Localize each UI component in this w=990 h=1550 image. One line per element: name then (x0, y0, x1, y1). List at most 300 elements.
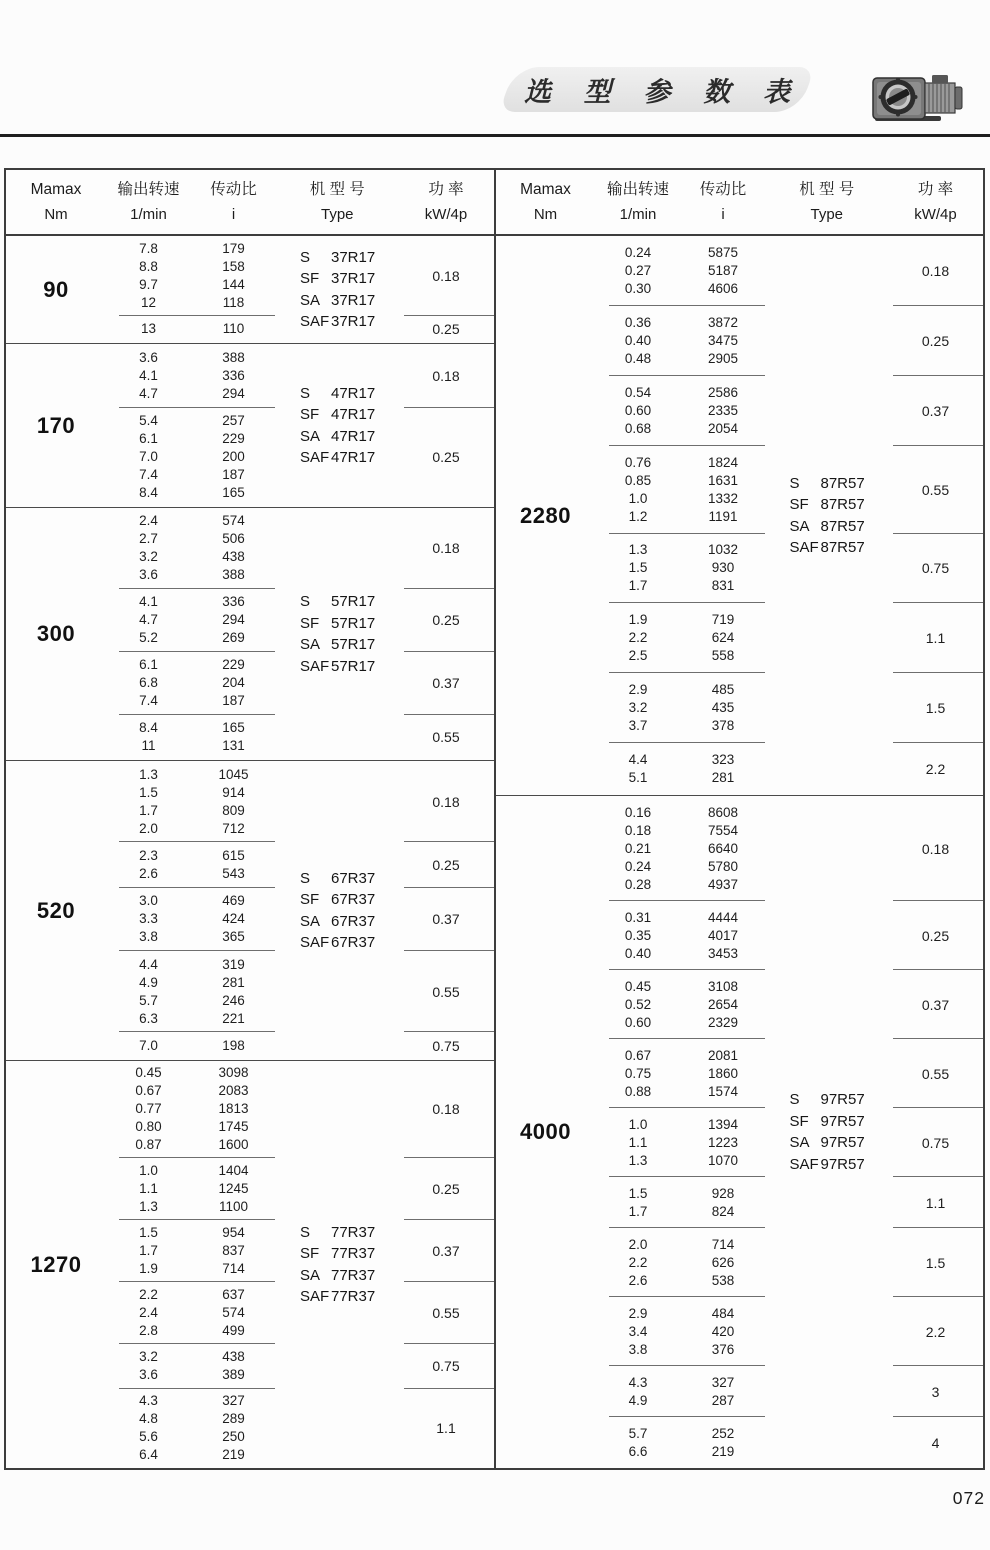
speed-value: 13 (140, 321, 157, 337)
power-cell (888, 236, 983, 306)
table-row (596, 1185, 766, 1203)
speed-value: 7.0 (139, 449, 158, 465)
speed-value: 1.5 (628, 560, 648, 576)
power-value: 0.25 (432, 449, 460, 466)
type-model (790, 537, 865, 559)
ratio-value: 294 (222, 612, 245, 628)
type-model (790, 494, 865, 516)
type-model (300, 889, 375, 911)
power-value: 0.18 (432, 267, 460, 284)
left-table-header (6, 170, 494, 236)
type-model (300, 383, 375, 405)
ratio-value: 424 (222, 911, 245, 927)
type-model (300, 868, 375, 890)
table-row (596, 978, 766, 996)
table-row (106, 784, 276, 802)
type-model-list (300, 247, 375, 333)
type-model (300, 591, 375, 613)
speed-value: 1.3 (139, 1198, 158, 1214)
power-cell (399, 715, 494, 760)
type-prefix: SF (300, 270, 320, 287)
type-prefix: SF (300, 406, 320, 423)
ratio-value: 131 (222, 738, 245, 754)
table-row (106, 1428, 276, 1446)
power-value: 0.37 (921, 996, 950, 1013)
power-value: 0.18 (432, 367, 460, 384)
table-row (106, 1010, 276, 1028)
table-row (596, 541, 766, 559)
ratio-value: 4444 (707, 909, 739, 925)
speed-ratio-block (106, 951, 276, 1032)
type-model (790, 516, 865, 538)
torque-group (6, 344, 494, 508)
speed-ratio-block (596, 1108, 766, 1177)
table-row (596, 244, 766, 262)
ratio-value: 2054 (707, 420, 739, 436)
ratio-value: 3475 (707, 332, 739, 348)
ratio-value: 376 (711, 1341, 735, 1357)
column-header-type: 机 型 号 Type (309, 181, 365, 223)
ratio-value: 323 (711, 752, 735, 768)
speed-ratio-block (106, 1158, 276, 1220)
type-model (790, 473, 865, 495)
type-code: 47R17 (331, 384, 376, 402)
ratio-value: 246 (222, 992, 245, 1008)
table-row (596, 751, 766, 769)
ratio-value: 1745 (218, 1119, 249, 1135)
power-value: 3 (931, 1383, 940, 1400)
ratio-value: 327 (222, 1393, 245, 1409)
type-model-list (300, 591, 375, 677)
speed-value: 12 (140, 294, 157, 310)
ratio-value: 4606 (707, 280, 739, 296)
ratio-value: 2335 (707, 402, 739, 418)
power-value: 0.37 (432, 1242, 460, 1259)
speed-value: 2.0 (628, 1236, 648, 1252)
table-row (106, 692, 276, 710)
speed-ratio-block (106, 715, 276, 760)
type-model (300, 426, 375, 448)
speed-value: 2.2 (628, 1254, 648, 1270)
type-column-gap (276, 715, 399, 760)
table-row (106, 956, 276, 974)
speed-value: 0.18 (624, 822, 652, 838)
speed-ratio-block (596, 1297, 766, 1366)
column-header-speed: 输出转速 1/min (117, 181, 180, 223)
right-table-header (496, 170, 984, 236)
type-prefix: SA (789, 1134, 810, 1151)
table-row (106, 1136, 276, 1154)
table-row (106, 1446, 276, 1464)
table-row (106, 1410, 276, 1428)
power-value: 4 (931, 1434, 940, 1451)
ratio-value: 1032 (707, 542, 739, 558)
ratio-value: 2905 (707, 350, 739, 366)
ratio-subgroup (596, 1417, 984, 1468)
speed-value: 0.40 (624, 945, 652, 961)
column-header-torque: Mamax Nm (30, 181, 82, 223)
speed-value: 0.40 (624, 332, 652, 348)
ratio-value: 219 (711, 1443, 735, 1459)
speed-ratio-block (596, 970, 766, 1039)
speed-ratio-block (106, 1282, 276, 1344)
speed-value: 0.54 (624, 384, 652, 400)
power-cell (888, 743, 983, 795)
type-code: 67R37 (331, 891, 376, 908)
type-model-list (300, 1222, 375, 1308)
ratio-value: 485 (711, 682, 735, 698)
ratio-value: 3108 (707, 978, 739, 994)
power-value: 0.55 (921, 1065, 950, 1082)
type-prefix: SF (300, 1245, 320, 1262)
table-row (106, 928, 276, 946)
ratio-value: 1600 (218, 1137, 249, 1153)
ratio-value: 1070 (707, 1152, 739, 1168)
ratio-value: 809 (222, 802, 245, 818)
table-row (106, 258, 276, 276)
type-prefix: S (300, 869, 311, 887)
power-cell (399, 508, 494, 589)
speed-value: 0.28 (624, 876, 652, 892)
speed-value: 1.5 (139, 1224, 158, 1240)
ratio-value: 179 (222, 240, 245, 256)
speed-ratio-block (596, 603, 766, 673)
speed-value: 2.7 (139, 531, 158, 547)
speed-ratio-block (596, 534, 766, 604)
speed-value: 1.7 (628, 578, 648, 594)
type-code: 87R57 (820, 496, 865, 513)
type-column-gap (766, 1228, 889, 1297)
speed-value: 2.3 (139, 847, 158, 863)
type-model (300, 1286, 375, 1308)
table-row (596, 314, 766, 332)
speed-value: 0.30 (624, 280, 652, 296)
speed-value: 0.31 (624, 909, 652, 925)
ratio-value: 506 (222, 531, 245, 547)
power-value: 2.2 (925, 761, 946, 778)
type-prefix: S (789, 1091, 800, 1108)
ratio-value: 1404 (218, 1162, 249, 1178)
power-value: 1.1 (925, 630, 946, 647)
speed-value: 0.21 (624, 840, 652, 856)
speed-value: 0.80 (135, 1119, 162, 1135)
speed-value: 3.6 (139, 349, 158, 365)
ratio-value: 438 (222, 549, 245, 565)
table-row (596, 699, 766, 717)
power-cell (399, 236, 494, 316)
speed-value: 1.0 (628, 1116, 648, 1132)
ratio-subgroup (596, 673, 984, 743)
power-cell (888, 970, 983, 1039)
ratio-value: 110 (222, 321, 245, 337)
ratio-value: 221 (222, 1010, 245, 1026)
table-row (106, 974, 276, 992)
ratio-value: 954 (222, 1224, 245, 1240)
ratio-value: 269 (222, 630, 245, 646)
table-row (596, 350, 766, 368)
speed-value: 3.4 (628, 1323, 648, 1339)
type-prefix: SA (300, 912, 321, 930)
ratio-value: 2586 (707, 384, 739, 400)
type-prefix: SAF (789, 539, 819, 556)
speed-ratio-block (106, 408, 276, 507)
table-row (106, 892, 276, 910)
table-row (596, 1014, 766, 1032)
speed-value: 5.7 (628, 1425, 648, 1441)
speed-ratio-block (596, 1039, 766, 1108)
speed-value: 1.5 (139, 784, 158, 800)
table-row (596, 1443, 766, 1461)
speed-ratio-block (106, 888, 276, 951)
ratio-value: 287 (711, 1392, 735, 1408)
ratio-value: 281 (222, 974, 245, 990)
speed-value: 7.4 (139, 693, 158, 709)
ratio-value: 365 (222, 929, 245, 945)
speed-value: 6.1 (139, 657, 158, 673)
power-cell (399, 1282, 494, 1344)
type-model (300, 447, 375, 469)
power-value: 0.37 (432, 675, 460, 692)
power-value: 0.55 (432, 1304, 460, 1321)
table-row (106, 1037, 276, 1055)
power-cell (399, 408, 494, 507)
table-row (596, 1323, 766, 1341)
speed-ratio-block (106, 589, 276, 652)
table-row (106, 385, 276, 403)
table-row (596, 1152, 766, 1170)
column-header-power: 功 率 kW/4p (424, 181, 468, 223)
type-column-gap (766, 901, 889, 970)
ratio-value: 4937 (707, 876, 739, 892)
column-header-ratio: 传动比 i (210, 181, 257, 223)
power-cell (888, 306, 983, 376)
table-row (106, 1322, 276, 1340)
speed-value: 1.1 (139, 1180, 158, 1196)
table-row (596, 1254, 766, 1272)
speed-value: 4.4 (628, 752, 648, 768)
ratio-value: 187 (222, 693, 245, 709)
speed-value: 5.4 (139, 413, 158, 429)
ratio-value: 615 (222, 847, 245, 863)
speed-ratio-block (596, 1228, 766, 1297)
speed-ratio-block (596, 796, 766, 901)
speed-value: 1.3 (628, 542, 648, 558)
type-column-gap (276, 508, 399, 589)
table-row (106, 847, 276, 865)
speed-value: 2.6 (139, 865, 158, 881)
ratio-value: 319 (222, 956, 245, 972)
speed-value: 1.9 (139, 1260, 158, 1276)
speed-value: 6.8 (139, 675, 158, 691)
speed-value: 0.48 (624, 350, 652, 366)
table-row (596, 472, 766, 490)
type-model (300, 1265, 375, 1287)
table-row (596, 1083, 766, 1101)
power-value: 0.75 (432, 1358, 460, 1375)
power-value: 1.1 (436, 1420, 456, 1437)
table-row (106, 674, 276, 692)
speed-value: 1.7 (139, 802, 158, 818)
type-model (790, 1132, 865, 1154)
type-code: 67R37 (331, 912, 376, 930)
table-row (596, 454, 766, 472)
speed-value: 7.0 (139, 1038, 158, 1054)
ratio-value: 7554 (707, 822, 739, 838)
table-row (106, 320, 276, 338)
power-cell (888, 673, 983, 743)
table-row (106, 1260, 276, 1278)
speed-value: 0.35 (624, 927, 652, 943)
ratio-value: 158 (222, 258, 245, 274)
ratio-value: 389 (222, 1367, 245, 1383)
type-code: 67R37 (331, 934, 376, 951)
ratio-value: 624 (711, 630, 735, 646)
ratio-value: 2083 (218, 1083, 249, 1099)
ratio-value: 1631 (707, 472, 739, 488)
speed-value: 2.4 (139, 1304, 158, 1320)
ratio-value: 388 (222, 349, 245, 365)
table-row (596, 804, 766, 822)
speed-value: 11 (141, 738, 156, 754)
table-row (596, 1425, 766, 1443)
ratio-subgroup (596, 1228, 984, 1297)
ratio-value: 1332 (707, 490, 739, 506)
type-model (300, 1222, 375, 1244)
speed-value: 4.1 (139, 594, 158, 610)
type-column-gap (766, 236, 889, 306)
power-value: 0.75 (921, 560, 950, 577)
ratio-subgroup (106, 508, 494, 589)
type-model (300, 1243, 375, 1265)
speed-value: 2.2 (628, 630, 648, 646)
type-model (300, 311, 375, 333)
power-cell (888, 796, 983, 901)
power-value: 0.18 (921, 262, 950, 279)
speed-ratio-block (106, 1344, 276, 1389)
ratio-value: 626 (711, 1254, 735, 1270)
table-row (596, 1341, 766, 1359)
speed-ratio-block (106, 344, 276, 408)
ratio-value: 1223 (707, 1134, 739, 1150)
table-row (596, 490, 766, 508)
speed-value: 3.2 (139, 1349, 158, 1365)
speed-value: 2.5 (628, 648, 648, 664)
type-prefix: SA (300, 427, 321, 445)
table-row (596, 717, 766, 735)
power-value: 0.75 (432, 1038, 460, 1055)
left-table-body (6, 236, 494, 1468)
speed-value: 8.4 (139, 485, 158, 501)
speed-value: 2.9 (628, 1305, 648, 1321)
table-row (106, 992, 276, 1010)
type-prefix: SAF (300, 657, 330, 675)
type-code: 57R17 (331, 657, 376, 675)
type-column-gap (766, 970, 889, 1039)
type-model-list (790, 473, 865, 559)
type-code: 57R17 (331, 636, 376, 653)
speed-value: 6.6 (628, 1443, 648, 1459)
speed-value: 0.76 (624, 454, 652, 470)
page-number: 072 (952, 1488, 985, 1508)
table-row (596, 262, 766, 280)
table-row (596, 280, 766, 298)
table-row (596, 559, 766, 577)
ratio-value: 2329 (707, 1014, 739, 1030)
table-row (596, 1116, 766, 1134)
table-row (596, 420, 766, 438)
right-table (494, 170, 984, 1468)
table-row (106, 629, 276, 647)
power-cell (399, 842, 494, 888)
ratio-subgroup (596, 376, 984, 446)
ratio-value: 229 (222, 431, 245, 447)
speed-ratio-block (106, 1389, 276, 1468)
type-column-gap (766, 673, 889, 743)
type-model (300, 656, 375, 678)
type-model (790, 1089, 865, 1111)
ratio-value: 219 (222, 1447, 245, 1463)
ratio-value: 637 (222, 1286, 245, 1302)
speed-value: 0.24 (624, 244, 652, 260)
power-cell (399, 1061, 494, 1158)
table-row (596, 402, 766, 420)
power-cell (399, 1344, 494, 1389)
speed-value: 4.7 (139, 385, 158, 401)
table-row (106, 865, 276, 883)
speed-ratio-block (106, 508, 276, 589)
table-row (596, 927, 766, 945)
table-row (106, 1180, 276, 1198)
table-row (106, 910, 276, 928)
type-code: 47R17 (331, 449, 376, 466)
speed-ratio-block (596, 673, 766, 743)
header-divider (0, 134, 990, 137)
power-value: 0.55 (432, 729, 460, 746)
speed-value: 5.2 (139, 630, 158, 646)
type-prefix: SAF (300, 934, 330, 951)
type-code: 77R37 (331, 1245, 376, 1262)
table-row (106, 466, 276, 484)
power-cell (399, 316, 494, 343)
ratio-value: 289 (222, 1411, 245, 1427)
speed-ratio-block (596, 236, 766, 306)
speed-value: 1.7 (628, 1203, 648, 1219)
type-code: 97R57 (820, 1134, 865, 1151)
ratio-value: 252 (711, 1425, 735, 1441)
type-prefix: SAF (300, 313, 330, 330)
type-model-list (790, 1089, 865, 1175)
speed-value: 2.2 (139, 1286, 158, 1302)
table-row (106, 1118, 276, 1136)
ratio-subgroup (106, 1032, 494, 1060)
table-row (596, 876, 766, 894)
speed-value: 3.0 (139, 893, 158, 909)
type-prefix: S (789, 474, 800, 492)
type-code: 37R17 (331, 291, 376, 309)
table-row (596, 1047, 766, 1065)
table-row (596, 858, 766, 876)
type-code: 57R17 (331, 593, 376, 610)
type-model-list (300, 868, 375, 954)
table-row (106, 766, 276, 784)
ratio-value: 719 (711, 612, 735, 628)
ratio-value: 1100 (218, 1198, 249, 1214)
table-row (596, 1374, 766, 1392)
table-row (106, 737, 276, 755)
table-row (596, 769, 766, 787)
ratio-subgroup (596, 901, 984, 970)
ratio-value: 5780 (707, 858, 739, 874)
